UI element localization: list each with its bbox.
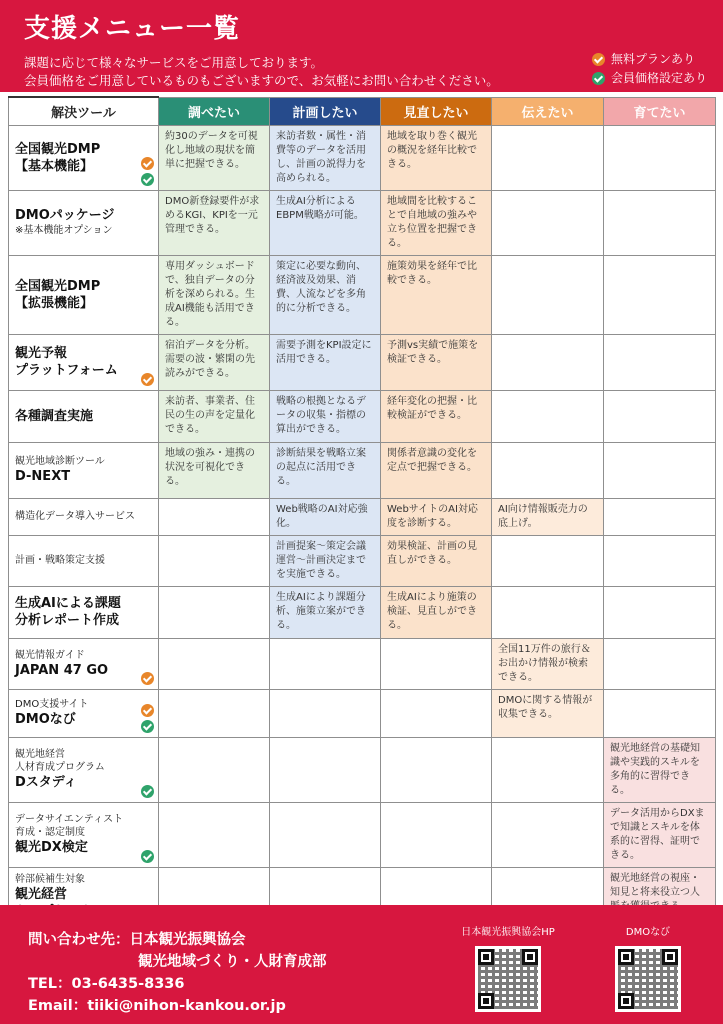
cell-keikaku: 策定に必要な動向、経済波及効果、消費、人流などを多角的に分析できる。 [270,255,381,334]
cell-minaosu: 地域を取り巻く観光の概況を経年比較できる。 [381,125,492,190]
cell-sodateru [604,689,716,737]
cell-keikaku: 来訪者数・属性・消費等のデータを活用し、計画の説得力を高められる。 [270,125,381,190]
cell-shiru: 専用ダッシュボードで、独自データの分析を深められる。生成AI機能も活用できる。 [159,255,270,334]
support-menu-table [8,96,716,926]
cell-minaosu: 地域間を比較することで自地域の強みや立ち位置を把握できる。 [381,190,492,255]
cell-minaosu [381,689,492,737]
cell-minaosu: 関係者意識の変化を定点で把握できる。 [381,442,492,498]
tool-name-cell[interactable] [9,390,159,442]
legend-free-label: 無料プランあり [610,52,695,66]
tool-name: 生成AIによる課題 [15,596,121,611]
cell-sodateru [604,535,716,586]
cell-shiru: 地域の強み・連携の状況を可視化できる。 [159,442,270,498]
tool-name-cell[interactable] [9,334,159,390]
cell-shiru [159,535,270,586]
legend-free-plan [592,50,707,69]
tool-badges [141,373,154,386]
column-header-tool: 解決ツール [9,97,159,125]
cell-minaosu: 施策効果を経年で比較できる。 [381,255,492,334]
cell-shiru: 約30のデータを可視化し地域の現状を簡単に把握できる。 [159,125,270,190]
tool-subtitle: 計画・戦略策定支援 [15,555,105,566]
table-row [9,689,716,737]
page-footer [0,905,723,1024]
cell-minaosu: 経年変化の把握・比較検証ができる。 [381,390,492,442]
qr-block-jnto-hp [460,923,556,1012]
cell-keikaku: Web戦略のAI対応強化。 [270,498,381,535]
tool-subtitle: 観光地経営 [15,749,65,760]
tool-name: 観光予報 [15,346,68,361]
qr-label: DMOなび [625,927,671,938]
tool-badges [141,785,154,798]
tool-subtitle: 観光地域診断ツール [15,456,105,467]
cell-tsutaeru: AI向け情報販売力の底上げ。 [492,498,604,535]
cell-minaosu: 予測vs実績で施策を検証できる。 [381,334,492,390]
cell-sodateru: 観光地経営の視座・知見と将来役立つ人 [604,867,716,925]
table-row [9,442,716,498]
cell-minaosu [381,737,492,802]
cell-sodateru [604,442,716,498]
tool-name-cell[interactable] [9,255,159,334]
table-row [9,535,716,586]
cell-shiru [159,638,270,689]
cell-keikaku [270,737,381,802]
table-row [9,737,716,802]
contact-info [28,929,327,1017]
cell-keikaku [270,802,381,867]
cell-keikaku [270,689,381,737]
cell-sodateru: データ活用からDXまで知識とスキルを体系的に習得、証明できる。 [604,802,716,867]
legend [592,50,707,88]
qr-code-icon[interactable] [475,946,541,1012]
free-plan-check-icon [141,373,154,386]
cell-keikaku: 生成AIにより課題分析、施策立案ができる。 [270,586,381,638]
table-row [9,586,716,638]
tool-name-cell[interactable] [9,802,159,867]
tool-name: JAPAN 47 GO [15,662,109,678]
tool-subtitle: 観光情報ガイド [15,649,85,661]
page-title: 支援メニュー一覧 [24,14,241,44]
cell-minaosu: WebサイトのAI対応度を診断する。 [381,498,492,535]
table-row [9,125,716,190]
cell-keikaku [270,638,381,689]
tool-badges [141,672,154,685]
tool-subtitle: DMO支援サイト [15,699,89,710]
cell-minaosu: 効果検証、計画の見直しができる。 [381,535,492,586]
member-price-check-icon [141,720,154,733]
column-header-communicate: 伝えたい [492,97,604,125]
table-row [9,498,716,535]
tool-name-cell[interactable] [9,689,159,737]
column-header-plan: 計画したい [270,97,381,125]
tool-badges [141,850,154,863]
tool-name: 観光経営 [15,886,68,902]
cell-tsutaeru [492,334,604,390]
tool-name: D-NEXT [15,469,71,484]
description-line: 課題に応じて様々なサービスをご用意しております。 [24,55,324,70]
tool-subtitle: データサイエンティスト [15,814,124,825]
column-header-research: 調べたい [159,97,270,125]
cell-shiru [159,689,270,737]
cell-shiru [159,498,270,535]
cell-tsutaeru [492,190,604,255]
cell-minaosu [381,802,492,867]
member-price-check-icon [141,173,154,186]
table-row [9,802,716,867]
qr-label: 日本観光振興協会HP [461,927,555,938]
contact-line: 観光地域づくり・人財育成部 [138,954,327,970]
cell-sodateru [604,638,716,689]
tool-name-cell[interactable] [9,535,159,586]
cell-keikaku: 診断結果を戦略立案の起点に活用できる。 [270,442,381,498]
tool-subtitle: 育成・認定制度 [15,827,85,838]
column-header-develop: 育てたい [604,97,716,125]
tool-name-cell[interactable] [9,125,159,190]
tool-name: DMOパッケージ [15,208,115,223]
free-plan-check-icon [141,157,154,170]
cell-shiru [159,802,270,867]
table-row [9,334,716,390]
cell-sodateru: 観光地経営の基礎知識や実践的スキルを多角的に習得できる。 [604,737,716,802]
tool-name: 分析レポート作成 [15,613,120,628]
tool-name: プラットフォーム [15,363,118,378]
cell-tsutaeru: DMOに関する情報が収集できる。 [492,689,604,737]
contact-email[interactable]: Email：tiiki@nihon-kankou.or.jp [28,998,286,1014]
contact-phone: TEL：03-6435-8336 [28,976,185,992]
tool-name-cell[interactable] [9,586,159,638]
cell-tsutaeru [492,586,604,638]
cell-sodateru [604,125,716,190]
legend-member-price [592,69,707,88]
cell-sodateru [604,190,716,255]
tool-name-cell[interactable] [9,442,159,498]
tool-name: 各種調査実施 [15,408,94,424]
cell-tsutaeru [492,125,604,190]
member-price-check-icon [141,850,154,863]
tool-subtitle: 構造化データ導入サービス [15,511,135,522]
tool-name: 【基本機能】 [15,158,94,174]
cell-shiru [159,586,270,638]
qr-code-icon[interactable] [615,946,681,1012]
table-row [9,638,716,689]
tool-name: DMOなび [15,712,76,727]
cell-tsutaeru [492,802,604,867]
cell-tsutaeru: 全国11万件の旅行＆お出かけ情報が検索できる。 [492,638,604,689]
table-header-row [9,97,716,125]
tool-subtitle: 幹部候補生対象 [15,873,85,885]
tool-subtitle: 人材育成プログラム [15,762,105,773]
tool-name-cell[interactable] [9,737,159,802]
cell-sodateru [604,334,716,390]
cell-keikaku: 需要予測をKPI設定に活用できる。 [270,334,381,390]
contact-line: 問い合わせ先：日本観光振興協会 [28,932,246,948]
tool-badges [141,704,154,733]
cell-shiru [159,737,270,802]
table-body [9,125,716,925]
cell-tsutaeru [492,737,604,802]
table-row [9,190,716,255]
cell-shiru: 来訪者、事業者、住民の生の声を定量化できる。 [159,390,270,442]
legend-member-label: 会員価格設定あり [610,71,707,85]
cell-tsutaeru [492,535,604,586]
tool-name-cell[interactable] [9,498,159,535]
cell-tsutaeru [492,442,604,498]
member-price-check-icon [592,72,605,85]
cell-sodateru [604,390,716,442]
tool-name-cell[interactable] [9,190,159,255]
member-price-check-icon [141,785,154,798]
table-row [9,390,716,442]
qr-block-dmo-navi [600,923,696,1012]
tool-name: 【拡張機能】 [15,295,94,311]
tool-name: Dスタディ [15,775,77,790]
tool-badges [141,157,154,186]
free-plan-check-icon [592,53,605,66]
cell-shiru: DMO新登録要件が求めるKGI、KPIを一元管理できる。 [159,190,270,255]
cell-tsutaeru [492,390,604,442]
description-line: 会員価格をご用意しているものもございますので、お気軽にお問い合わせください。 [24,73,499,88]
cell-keikaku: 生成AI分析によるEBPM戦略が可能。 [270,190,381,255]
cell-minaosu: 生成AIにより施策の検証、見直しができる。 [381,586,492,638]
tool-name: 全国観光DMP [15,278,101,294]
cell-minaosu [381,638,492,689]
page-header [0,0,723,92]
cell-sodateru [604,586,716,638]
table-row [9,255,716,334]
tool-name: 全国観光DMP [15,141,101,157]
cell-shiru: 宿泊データを分析。需要の波・繁閑の先読みができる。 [159,334,270,390]
cell-keikaku: 計画提案～策定会議運営～計画決定までを実施できる。 [270,535,381,586]
tool-name: 観光DX検定 [15,840,88,855]
free-plan-check-icon [141,672,154,685]
column-header-review: 見直したい [381,97,492,125]
cell-keikaku: 戦略の根拠となるデータの収集・指標の算出ができる。 [270,390,381,442]
tool-name-cell[interactable] [9,638,159,689]
tool-note: ※基本機能オプション [15,225,113,236]
cell-tsutaeru [492,255,604,334]
page-description [24,54,499,90]
cell-sodateru [604,498,716,535]
free-plan-check-icon [141,704,154,717]
cell-sodateru [604,255,716,334]
